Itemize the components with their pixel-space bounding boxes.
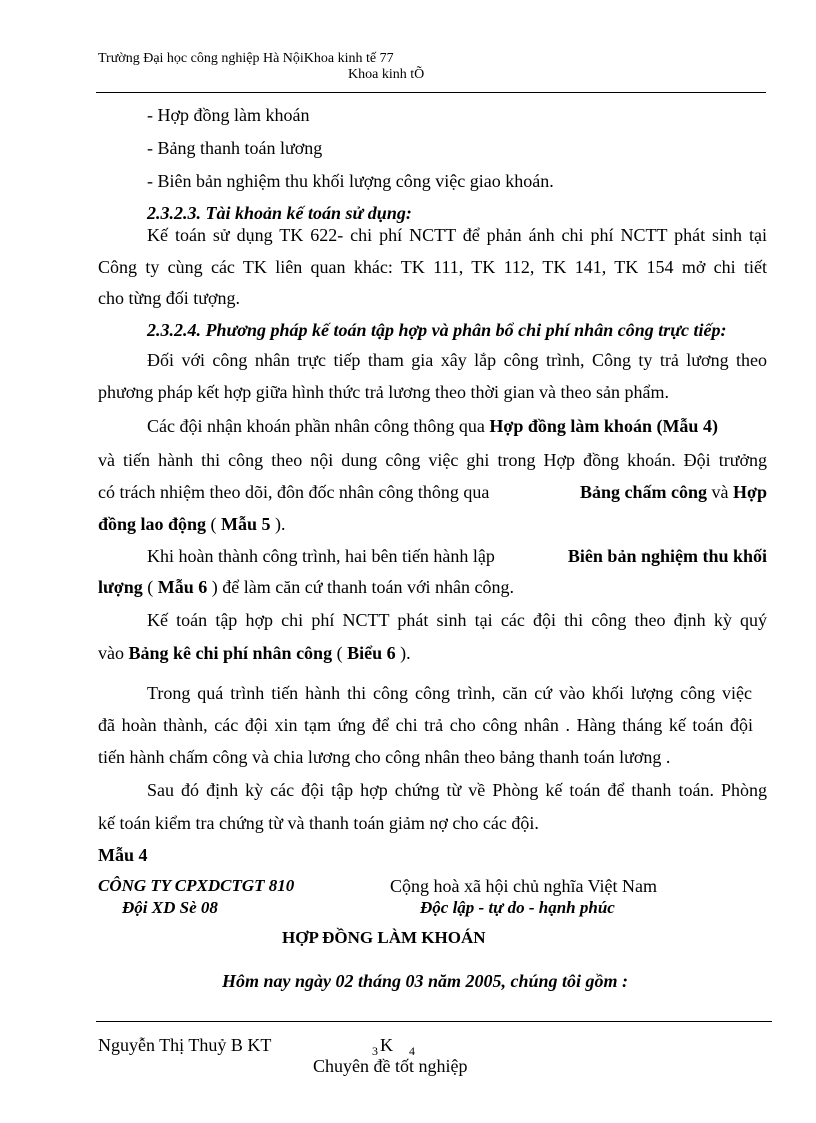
section-heading-2324: 2.3.2.4. Phương pháp kế toán tập hợp và phân bổ chi phí nhân công trực tiếp: (147, 320, 727, 340)
paragraph-line: kế toán kiểm tra chứng từ và thanh toán giảm nợ cho các đội. (98, 813, 539, 833)
paragraph-line: đã hoàn thành, các đội xin tạm ứng để chi trả cho công nhân . Hàng tháng kế toán đội (98, 715, 753, 735)
paragraph-line (98, 643, 411, 664)
paragraph-line: Công ty cùng các TK liên quan khác: TK 111, TK 112, TK 141, TK 154 mở chi tiết (98, 257, 767, 277)
section-heading-2323: 2.3.2.3. Tài khoản kế toán sử dụng: (147, 203, 412, 223)
text-run: ) để làm căn cứ thanh toán với nhân công. (207, 577, 514, 597)
contract-name: Hợp đồng làm khoán (489, 416, 652, 436)
text-run: có trách nhiệm theo dõi, đôn đốc nhân công thông qua (98, 482, 490, 502)
paragraph-line: tiến hành chấm công và chia lương cho công nhân theo bảng thanh toán lương . (98, 747, 671, 767)
paragraph-line: Đối với công nhân trực tiếp tham gia xây lắp công trình, Công ty trả lương theo (147, 350, 767, 370)
bullet-item: - Biên bản nghiệm thu khối lượng công việc giao khoán. (147, 171, 554, 191)
footer-author: Nguyễn Thị Thuỷ B KT (98, 1035, 272, 1055)
labor-cost-list-name: Bảng kê chi phí nhân công (128, 643, 333, 663)
footer-class-sub3: 3 (372, 1044, 378, 1058)
paragraph-line (147, 546, 767, 567)
nation-title: Cộng hoà xã hội chủ nghĩa Việt Nam (390, 876, 658, 896)
paragraph-line (98, 482, 767, 503)
footer-rule (96, 1021, 772, 1022)
text-run: ( (206, 514, 222, 534)
national-motto: Độc lập - tự do - hạnh phúc (420, 898, 615, 917)
form-ref: Mẫu 5 (221, 514, 271, 534)
text-run: và (707, 482, 734, 502)
bullet-item: - Bảng thanh toán lương (147, 138, 323, 158)
paragraph-line: và tiến hành thi công theo nội dung công việc ghi trong Hợp đồng khoán. Đội trưởng (98, 450, 767, 470)
form-label: Mẫu 4 (98, 845, 148, 865)
footer-class-sub4: 4 (409, 1044, 415, 1058)
header-faculty: Khoa kinh tÕ (348, 67, 425, 82)
labor-contract-name: đồng lao động (98, 514, 207, 534)
text-run: ). (395, 643, 411, 663)
text-run: ( (142, 577, 158, 597)
paragraph-line: phương pháp kết hợp giữa hình thức trả lương theo thời gian và theo sản phẩm. (98, 382, 669, 402)
team-name: Đội XD Sè 08 (122, 898, 218, 917)
text-run: ). (270, 514, 286, 534)
company-name: CÔNG TY CPXDCTGT 810 (98, 876, 295, 895)
text-run: Các đội nhận khoán phần nhân công thông qua (147, 416, 490, 436)
footer-class-k: K (380, 1035, 393, 1055)
paragraph-line (147, 416, 718, 437)
schedule-ref: Biểu 6 (347, 643, 396, 663)
acceptance-record-name: Biên bản nghiệm thu khối (567, 546, 767, 566)
text-run: Khi hoàn thành công trình, hai bên tiến hành lập (147, 546, 495, 566)
header-rule (96, 92, 766, 93)
header-school: Trường Đại học công nghiệp Hà NộiKhoa kinh tế 77 (98, 51, 394, 66)
paragraph-line (98, 577, 514, 598)
paragraph-line (98, 514, 286, 535)
paragraph-line: Trong quá trình tiến hành thi công công trình, căn cứ vào khối lượng công việc (147, 683, 752, 703)
bullet-item: - Hợp đồng làm khoán (147, 105, 310, 125)
labor-contract-name: Hợp (733, 482, 767, 502)
footer-subtitle: Chuyên đề tốt nghiệp (313, 1056, 468, 1076)
acceptance-record-name: lượng (98, 577, 143, 597)
paragraph-line: Sau đó định kỳ các đội tập hợp chứng từ về Phòng kế toán để thanh toán. Phòng (147, 780, 767, 800)
form-ref: Mẫu 6 (157, 577, 208, 597)
text-run: vào (98, 643, 129, 663)
contract-date-line: Hôm nay ngày 02 tháng 03 năm 2005, chúng tôi gồm : (222, 971, 629, 991)
paragraph-line: Kế toán sử dụng TK 622- chi phí NCTT để phản ánh chi phí NCTT phát sinh tại (147, 225, 767, 245)
text-run: ( (332, 643, 348, 663)
contract-title: HỢP ĐỒNG LÀM KHOÁN (282, 928, 486, 947)
paragraph-line: cho từng đối tượng. (98, 288, 241, 308)
form-ref: (Mẫu 4) (651, 416, 718, 436)
paragraph-line: Kế toán tập hợp chi phí NCTT phát sinh tại các đội thi công theo định kỳ quý (147, 610, 767, 630)
timesheet-name: Bảng chấm công (580, 482, 708, 502)
